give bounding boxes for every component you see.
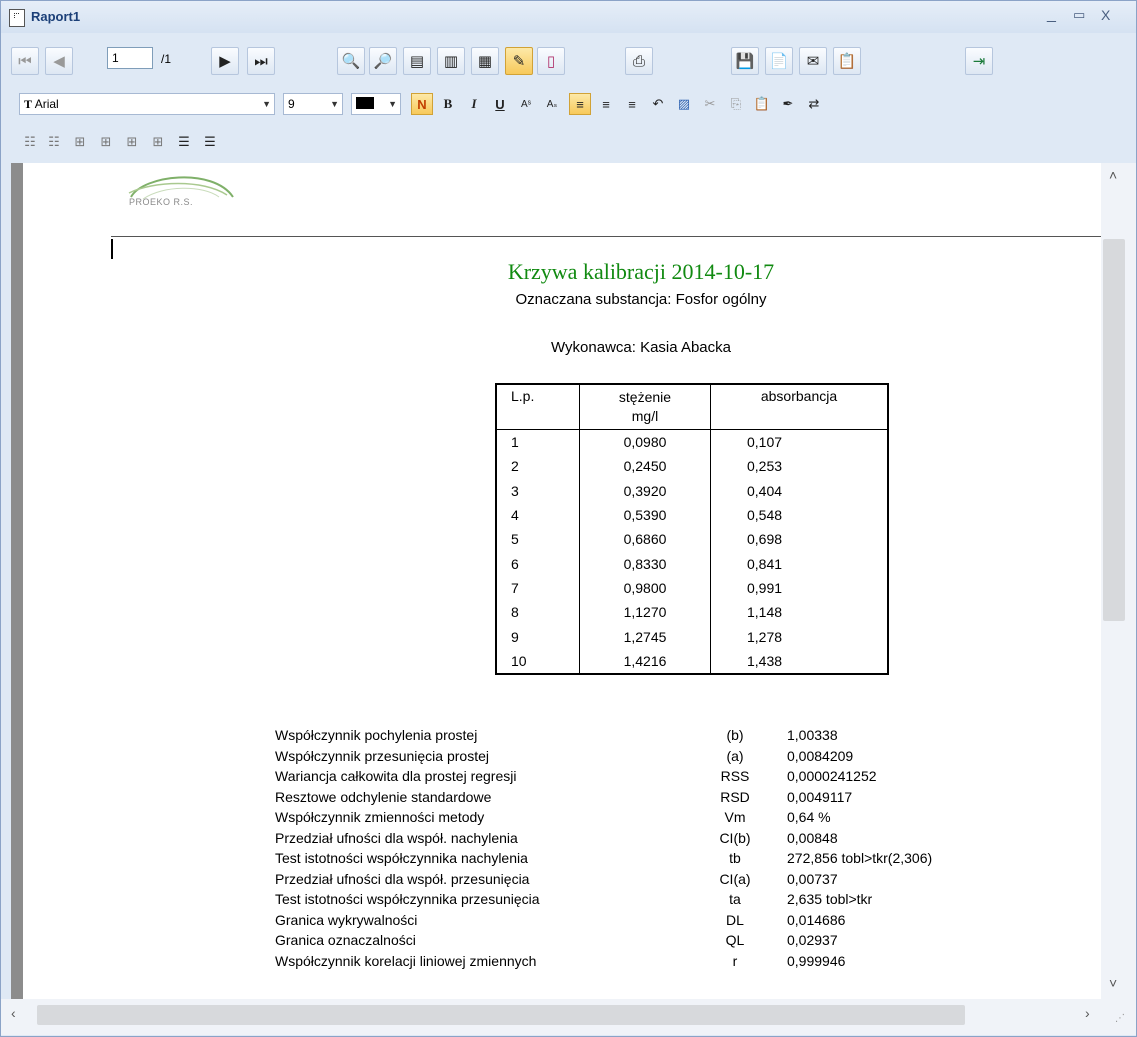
report-page[interactable] <box>11 163 1101 999</box>
parameter-value: 2,635 tobl>tkr <box>787 891 873 907</box>
last-page-button[interactable] <box>247 47 275 75</box>
font-name-value: Arial <box>34 97 59 111</box>
parameter-value: 1,00338 <box>787 727 838 743</box>
superscript-button[interactable] <box>515 93 537 115</box>
parameter-label: Współczynnik pochylenia prostej <box>275 727 478 743</box>
insert-column-button[interactable] <box>69 131 91 153</box>
whole-page-icon: ▦ <box>477 53 493 70</box>
table-row <box>496 551 888 575</box>
cell-absorbance: 1,278 <box>711 624 889 648</box>
navigation-toolbar <box>1 43 1136 75</box>
cell-lp: 3 <box>511 482 519 499</box>
delete-column-button[interactable] <box>95 131 117 153</box>
zoom-out-button[interactable] <box>337 47 365 75</box>
page-icon: ▤ <box>409 53 425 70</box>
chevron-down-icon: ▼ <box>262 99 271 109</box>
cell-concentration: 0,6860 <box>580 527 711 551</box>
delete-row-button[interactable] <box>43 131 65 153</box>
scroll-up-icon[interactable]: ˄ <box>1109 167 1118 183</box>
font-size-value: 9 <box>288 97 295 111</box>
replace-icon: ⇄ <box>808 96 820 111</box>
vertical-scroll-thumb[interactable] <box>1103 239 1125 621</box>
table-toolbar <box>1 131 1136 155</box>
minimize-button[interactable]: _ <box>1047 6 1056 23</box>
zoom-in-icon: 🔎 <box>373 53 393 70</box>
insert-row-icon: ☷ <box>24 134 36 149</box>
italic-button[interactable]: I <box>471 96 477 111</box>
first-page-icon: ⏮ <box>18 52 32 70</box>
merge-cells-icon: ⊞ <box>126 134 138 149</box>
page-view-button[interactable] <box>403 47 431 75</box>
maximize-button[interactable]: ▭ <box>1073 7 1086 22</box>
open-icon: 📄 <box>769 53 789 70</box>
cell-lp: 8 <box>511 604 519 621</box>
chevron-down-icon: ▼ <box>388 99 397 109</box>
parameter-value: 0,999946 <box>787 952 846 969</box>
table-row <box>496 527 888 551</box>
performer-label: Wykonawca: Kasia Abacka <box>551 339 731 356</box>
cell-concentration: 1,4216 <box>580 649 711 674</box>
parameter-symbol: tb <box>729 850 741 866</box>
prev-page-icon: ◀ <box>53 53 65 70</box>
parameter-symbol: (a) <box>726 747 744 764</box>
align-left-button[interactable] <box>569 93 591 115</box>
parameter-symbol: RSS <box>720 768 750 784</box>
insert-column-icon: ⊞ <box>74 134 86 149</box>
highlight-icon: ✒ <box>782 96 794 111</box>
open-button[interactable] <box>765 47 793 75</box>
parameter-symbol: (b) <box>726 727 744 743</box>
last-page-icon: ⏭ <box>254 52 268 70</box>
exit-icon: ⇥ <box>972 53 986 70</box>
parameter-value: 0,64 % <box>787 809 831 825</box>
align-center-button[interactable] <box>595 93 617 115</box>
cell-absorbance: 0,841 <box>711 551 889 575</box>
edit-mode-button[interactable] <box>505 47 533 75</box>
zoom-out-icon: 🔍 <box>341 53 361 70</box>
page-width-button[interactable] <box>437 47 465 75</box>
split-cells-button[interactable] <box>147 131 169 153</box>
fill-button[interactable] <box>673 93 695 115</box>
cell-absorbance: 0,548 <box>711 503 889 527</box>
cell-absorbance: 1,438 <box>711 649 889 674</box>
cell-lp: 6 <box>511 555 519 572</box>
page-setup-icon: ▯ <box>546 53 556 70</box>
font-size-select[interactable] <box>283 93 343 115</box>
edit-icon: ✎ <box>512 53 526 70</box>
parameter-value: 0,00848 <box>787 829 838 846</box>
exit-button[interactable] <box>965 47 993 75</box>
cell-concentration: 1,1270 <box>580 600 711 624</box>
report-title: Krzywa kalibracji 2014-10-17 <box>507 259 775 284</box>
cell-absorbance: 1,148 <box>711 600 889 624</box>
cell-absorbance: 0,698 <box>711 527 889 551</box>
print-button[interactable] <box>625 47 653 75</box>
window-title: Raport1 <box>31 9 81 24</box>
split-cells-icon: ⊞ <box>152 134 164 149</box>
insert-row-button[interactable] <box>19 131 41 153</box>
parameter-value: 0,02937 <box>787 932 838 948</box>
save-button[interactable] <box>731 47 759 75</box>
parameter-symbol: Vm <box>724 809 746 825</box>
close-button[interactable]: X <box>1101 7 1111 23</box>
parameter-label: Granica wykrywalności <box>275 911 418 928</box>
font-icon: T <box>24 97 33 111</box>
proeko-logo <box>123 167 243 215</box>
parameter-value: 0,00737 <box>787 870 838 887</box>
resize-grip-icon[interactable]: ⋰ <box>1115 1013 1125 1024</box>
parameter-label: Przedział ufności dla współ. przesunięcia <box>275 870 530 887</box>
printer-icon: ⎙ <box>632 52 645 70</box>
parameter-value: 0,0049117 <box>787 788 853 805</box>
substance-label: Oznaczana substancja: Fosfor ogólny <box>515 291 767 308</box>
parameter-value: 272,856 tobl>tkr(2,306) <box>787 850 933 866</box>
table-row <box>496 624 888 648</box>
parameter-symbol: QL <box>725 932 745 948</box>
save-icon: 💾 <box>735 53 755 70</box>
parameter-label: Współczynnik zmienności metody <box>275 809 485 825</box>
table-header-row <box>496 384 888 430</box>
normal-style-button[interactable]: N <box>411 93 433 115</box>
cell-concentration: 0,8330 <box>580 551 711 575</box>
cut-icon: ✂ <box>704 96 716 111</box>
cell-concentration: 0,9800 <box>580 576 711 600</box>
paste-icon: 📋 <box>753 96 771 111</box>
numbered-list-icon: ☰ <box>204 134 216 149</box>
page-total-label: /1 <box>161 52 172 66</box>
cell-concentration: 1,2745 <box>580 624 711 648</box>
numbered-list-button[interactable] <box>199 131 221 153</box>
font-name-select[interactable] <box>19 93 275 115</box>
prev-page-button[interactable] <box>45 47 73 75</box>
merge-cells-button[interactable] <box>121 131 143 153</box>
bold-button[interactable]: B <box>443 96 453 111</box>
align-left-icon: ≡ <box>576 96 584 112</box>
table-row <box>496 430 888 455</box>
undo-icon: ↶ <box>652 96 664 111</box>
parameter-value: 0,0000241252 <box>787 768 877 784</box>
color-swatch <box>356 97 374 109</box>
scroll-right-icon[interactable]: › <box>1085 1005 1090 1021</box>
font-color-select[interactable] <box>351 93 401 115</box>
page-width-icon: ▥ <box>443 53 459 70</box>
align-right-icon: ≡ <box>628 96 636 112</box>
parameter-value: 0,0084209 <box>787 747 854 764</box>
whole-page-button[interactable] <box>471 47 499 75</box>
delete-column-icon: ⊞ <box>100 134 112 149</box>
table-row <box>496 503 888 527</box>
next-page-icon: ▶ <box>219 53 231 70</box>
parameter-label: Test istotności współczynnika nachylenia <box>275 850 528 866</box>
mail-icon: ✉ <box>806 53 820 70</box>
copy-button[interactable] <box>725 93 747 115</box>
cell-concentration: 0,2450 <box>580 454 711 478</box>
format-toolbar <box>1 91 1136 115</box>
cell-lp: 9 <box>511 628 519 645</box>
cell-concentration: 0,5390 <box>580 503 711 527</box>
parameter-label: Wariancja całkowita dla prostej regresji <box>275 768 517 784</box>
parameter-symbol: CI(a) <box>719 870 751 887</box>
header-concentration: stężenie mg/l <box>580 384 711 430</box>
cell-lp: 5 <box>511 531 519 548</box>
replace-button[interactable] <box>803 93 825 115</box>
header-absorbance: absorbancja <box>711 384 889 430</box>
copy-icon: ⎘ <box>730 96 742 111</box>
subscript-icon: Aₛ <box>546 98 558 110</box>
superscript-icon: Aˢ <box>520 98 532 110</box>
parameter-label: Przedział ufności dla współ. nachylenia <box>275 829 518 846</box>
bullet-list-button[interactable] <box>173 131 195 153</box>
table-row <box>496 479 888 503</box>
first-page-button[interactable] <box>11 47 39 75</box>
cell-lp: 7 <box>511 579 519 596</box>
cell-lp: 4 <box>511 507 519 524</box>
cell-lp: 10 <box>511 652 527 669</box>
fill-icon: ▨ <box>677 96 691 111</box>
horizontal-scroll-thumb[interactable] <box>37 1005 965 1025</box>
next-page-button[interactable] <box>211 47 239 75</box>
undo-button[interactable] <box>647 93 669 115</box>
table-row <box>496 454 888 478</box>
subscript-button[interactable] <box>541 93 563 115</box>
page-number-input[interactable]: 1 <box>107 47 153 69</box>
cell-absorbance: 0,253 <box>711 454 889 478</box>
cell-concentration: 0,3920 <box>580 479 711 503</box>
table-row <box>496 576 888 600</box>
cell-absorbance: 0,991 <box>711 576 889 600</box>
zoom-in-button[interactable] <box>369 47 397 75</box>
parameter-symbol: r <box>732 952 738 969</box>
cell-concentration: 0,0980 <box>580 430 711 455</box>
cut-button[interactable] <box>699 93 721 115</box>
table-row <box>496 600 888 624</box>
page-setup-button[interactable] <box>537 47 565 75</box>
export-icon: 📋 <box>837 53 857 70</box>
align-center-icon: ≡ <box>602 96 610 112</box>
parameter-symbol: RSD <box>720 788 750 805</box>
scroll-left-icon[interactable]: ‹ <box>11 1005 16 1021</box>
align-right-button[interactable] <box>621 93 643 115</box>
header-lp: L.p. <box>496 384 580 430</box>
logo-text: PROEKO R.S. <box>129 197 194 207</box>
parameter-label: Test istotności współczynnika przesunięcia <box>275 891 540 907</box>
title-bar <box>1 1 1136 33</box>
header-divider <box>111 236 1101 237</box>
calibration-table <box>495 383 889 675</box>
export-button[interactable] <box>833 47 861 75</box>
parameter-label: Resztowe odchylenie standardowe <box>275 788 492 805</box>
underline-button[interactable]: U <box>495 96 505 112</box>
parameter-label: Współczynnik korelacji liniowej zmiennych <box>275 952 537 969</box>
chevron-down-icon: ▼ <box>330 99 339 109</box>
highlight-button[interactable] <box>777 93 799 115</box>
paste-button[interactable] <box>751 93 773 115</box>
cell-absorbance: 0,107 <box>711 430 889 455</box>
parameter-symbol: CI(b) <box>719 829 751 846</box>
report-icon <box>9 9 25 27</box>
send-mail-button[interactable] <box>799 47 827 75</box>
bullet-list-icon: ☰ <box>178 134 190 149</box>
parameter-label: Współczynnik przesunięcia prostej <box>275 747 489 764</box>
parameter-symbol: ta <box>729 891 741 907</box>
delete-row-icon: ☷ <box>48 134 60 149</box>
table-row <box>496 649 888 674</box>
cell-lp: 1 <box>511 434 519 451</box>
parameter-symbol: DL <box>726 911 744 928</box>
parameter-label: Granica oznaczalności <box>275 932 416 948</box>
cell-lp: 2 <box>511 458 519 475</box>
cell-absorbance: 0,404 <box>711 479 889 503</box>
text-cursor <box>111 239 113 259</box>
parameter-value: 0,014686 <box>787 911 846 928</box>
scroll-down-icon[interactable]: ˅ <box>1109 975 1118 991</box>
